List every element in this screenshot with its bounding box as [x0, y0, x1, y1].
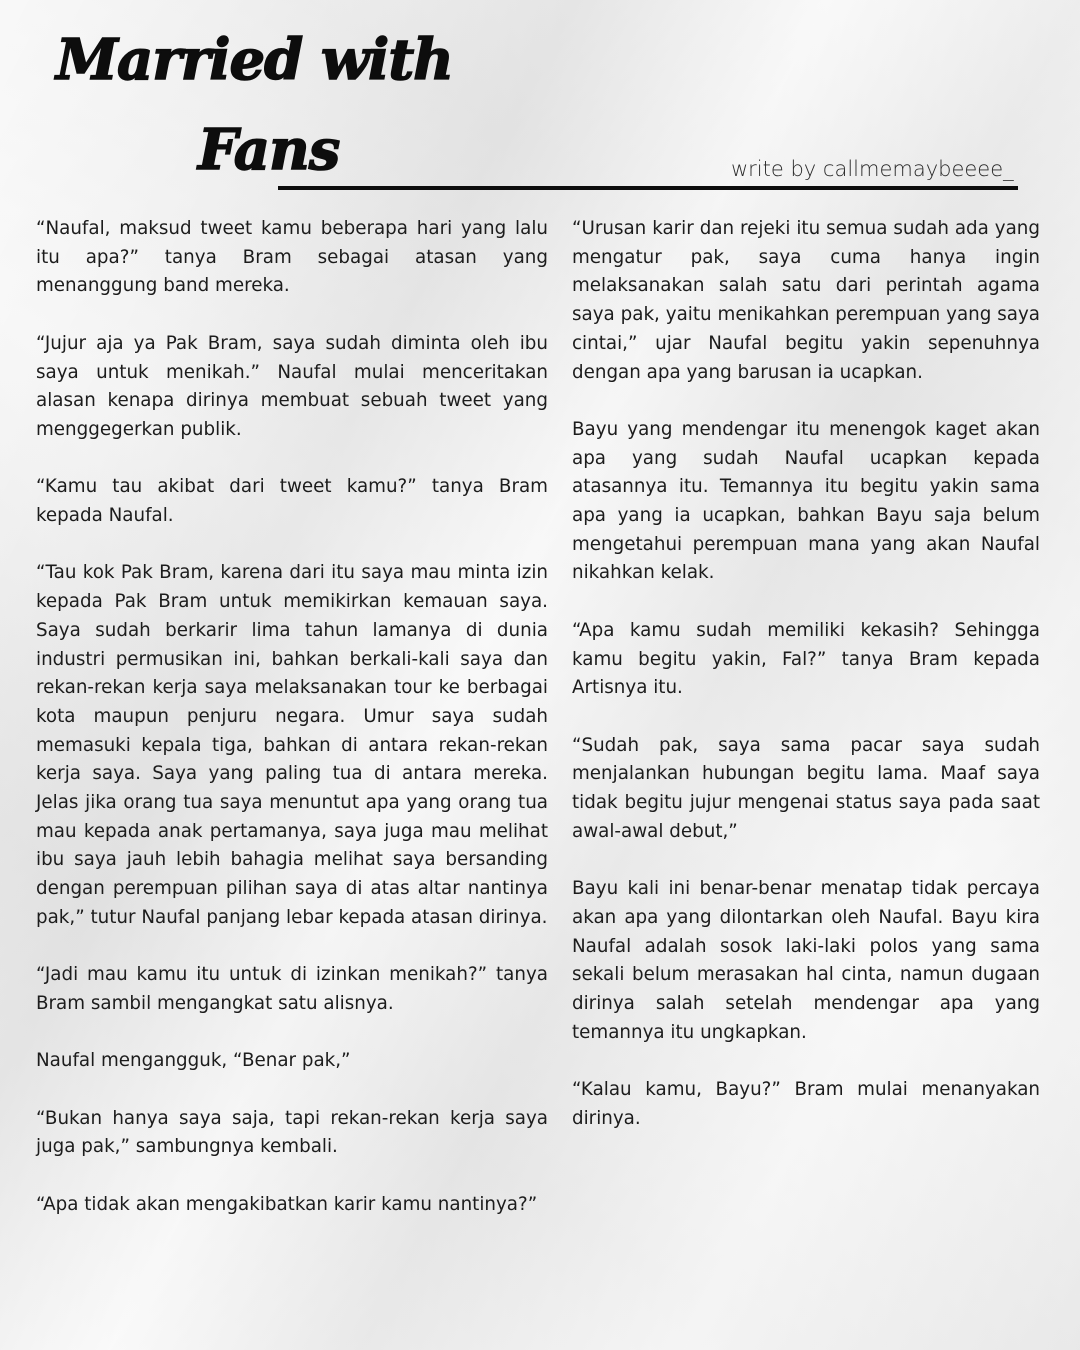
paragraph: “Kamu tau akibat dari tweet kamu?” tanya Bram kepada Naufal. [36, 476, 548, 526]
paragraph: “Jujur aja ya Pak Bram, saya sudah diminta oleh ibu saya untuk menikah.” Naufal mulai menceritakan alasan kenapa dirinya membuat sebuah tweet yang menggegerkan publik. [36, 332, 548, 440]
paragraph: “Bukan hanya saya saja, tapi rekan-rekan kerja saya juga pak,” sambungnya kembali. [36, 1107, 548, 1158]
paragraph: “Apa tidak akan mengakibatkan karir kamu nantinya?” [36, 1193, 538, 1215]
paragraph: Bayu kali ini benar-benar menatap tidak percaya akan apa yang dilontarkan oleh Naufal. Bayu kira Naufal adalah sosok laki-laki polos yang sama sekali belum merasakan hal cinta, namun dugaan dirinya salah setelah mendengar apa yang temannya itu ungkapkan. [572, 878, 1040, 1043]
author-byline: write by callmemaybeeee_ [731, 157, 1014, 181]
title-divider [278, 186, 1018, 190]
paragraph: “Apa kamu sudah memiliki kekasih? Sehingga kamu begitu yakin, Fal?” tanya Bram kepada Artisnya itu. [572, 619, 1040, 699]
paragraph: “Jadi mau kamu itu untuk di izinkan menikah?” tanya Bram sambil mengangkat satu alisnya. [36, 964, 548, 1014]
paragraph: “Sudah pak, saya sama pacar saya sudah menjalankan hubungan begitu lama. Maaf saya tidak begitu jujur mengenai status saya pada saat awal-awal debut,” [572, 734, 1040, 842]
paragraph: “Tau kok Pak Bram, karena dari itu saya mau minta izin kepada Pak Bram untuk memikirkan kemauan saya. Saya sudah berkarir lima tahun lamanya di dunia industri permusikan ini, bahkan berkali-kali saya dan rekan-rekan kerja saya melaksanakan tour ke berbagai kota maupun penjuru negara. Umur saya sudah memasuki kepala tiga, bahkan di antara rekan-rekan kerja saya. Saya yang paling tua di antara mereka. Jelas jika orang tua saya menuntut apa yang orang tua mau kepada anak pertamanya, saya juga mau melihat ibu saya jauh lebih bahagia melihat saya bersanding dengan perempuan pilihan saya di atas altar nantinya pak,” tutur Naufal panjang lebar kepada atasan dirinya. [36, 562, 548, 928]
paragraph: Naufal mengangguk, “Benar pak,” [36, 1050, 351, 1072]
story-title-line-2: Fans [198, 117, 340, 183]
left-column [36, 215, 548, 1248]
paragraph: “Urusan karir dan rejeki itu semua sudah ada yang mengatur pak, saya cuma hanya ingin melaksanakan salah satu dari perintah agama saya pak, yaitu menikahkan perempuan yang saya cintai,” ujar Naufal begitu yakin sepenuhnya dengan apa yang barusan ia ucapkan. [572, 218, 1040, 383]
right-column [572, 215, 1040, 1162]
paragraph: Bayu yang mendengar itu menengok kaget akan apa yang sudah Naufal ucapkan kepada atasannya itu. Temannya itu begitu yakin sama apa yang ia ucapkan, bahkan Bayu saja belum mengetahui perempuan mana yang akan Naufal nikahkan kelak. [572, 418, 1040, 584]
story-title-line-1: Married with [56, 27, 453, 93]
paragraph: “Naufal, maksud tweet kamu beberapa hari yang lalu itu apa?” tanya Bram sebagai atasan yang menanggung band mereka. [36, 218, 548, 297]
paragraph: “Kalau kamu, Bayu?” Bram mulai menanyakan dirinya. [572, 1079, 1040, 1129]
